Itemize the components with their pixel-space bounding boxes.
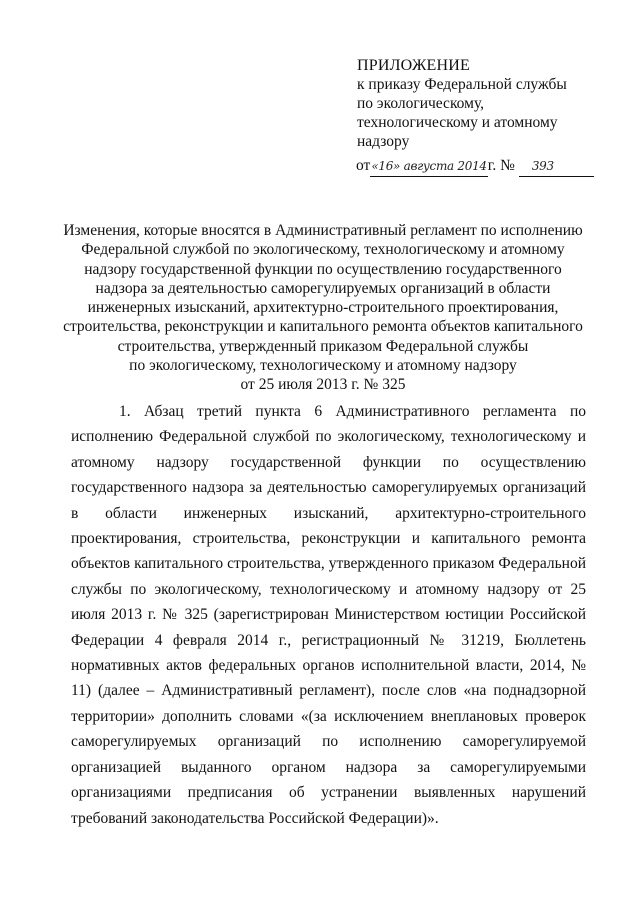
title-line: Изменения, которые вносятся в Административный регламент по исполнению bbox=[63, 222, 583, 239]
approval-line: к приказу Федеральной службы bbox=[357, 76, 567, 93]
title-line: от 25 июля 2013 г. № 325 bbox=[240, 376, 406, 394]
title-line: инженерных изысканий, архитектурно-строительного проектирования, bbox=[87, 299, 559, 317]
approval-block bbox=[357, 56, 607, 151]
title-line: по экологическому, технологическому и атомному надзору bbox=[129, 357, 517, 375]
approval-line: по экологическому, bbox=[357, 95, 485, 112]
title-line: Федеральной службой по экологическому, технологическому и атомному bbox=[81, 241, 565, 259]
number-field bbox=[519, 156, 594, 177]
paragraph-text: 1. Абзац третий пункта 6 Административного регламента по исполнению Федеральной службой по экологическому, технологическому и атомному надзору государственной функции по осуществлению государственного надзора за деятельностью саморегулируемых организаций в области инженерных изысканий, архитектурно-строительного проектирования, строительства, реконструкции и капитального ремонта объектов капитального строительства, утвержденного приказом Федеральной службы по экологическому, технологическому и атомному надзору от 25 июля 2013 г. № 325 (зарегистрирован Министерством юстиции Российской Федерации 4 февраля 2014 г., регистрационный № 31219, Бюллетень нормативных актов федеральных органов исполнительной власти, 2014, № 11) (далее – Административный регламент), после слов «на поднадзорной территории» дополнить словами «(за исключением внеплановых проверок саморегулируемых организаций по исполнению саморегулируемой организацией выданного органом надзора за саморегулируемыми организациями предписания об устранении выявленных нарушений требований законодательства Российской Федерации)». bbox=[71, 403, 586, 827]
document-title bbox=[58, 221, 588, 395]
handwritten-date: «16» августа 2014 bbox=[370, 157, 487, 177]
order-date-number-line bbox=[356, 156, 616, 177]
title-line: надзору государственной функции по осуществлению государственного bbox=[84, 260, 562, 278]
date-prefix: от bbox=[356, 157, 371, 174]
approval-line: надзору bbox=[357, 133, 410, 150]
handwritten-number: 393 bbox=[531, 159, 554, 173]
amendment-paragraph bbox=[71, 399, 586, 831]
year-number-label: г. № bbox=[487, 157, 515, 174]
approval-line: технологическому и атомному bbox=[357, 114, 558, 131]
approval-heading: ПРИЛОЖЕНИЕ bbox=[357, 57, 471, 74]
title-line: надзора за деятельностью саморегулируемых организаций в области bbox=[95, 279, 551, 297]
title-line: строительства, реконструкции и капитального ремонта объектов капитального bbox=[63, 318, 583, 336]
title-line: строительства, утвержденный приказом Федеральной службы bbox=[117, 337, 529, 355]
